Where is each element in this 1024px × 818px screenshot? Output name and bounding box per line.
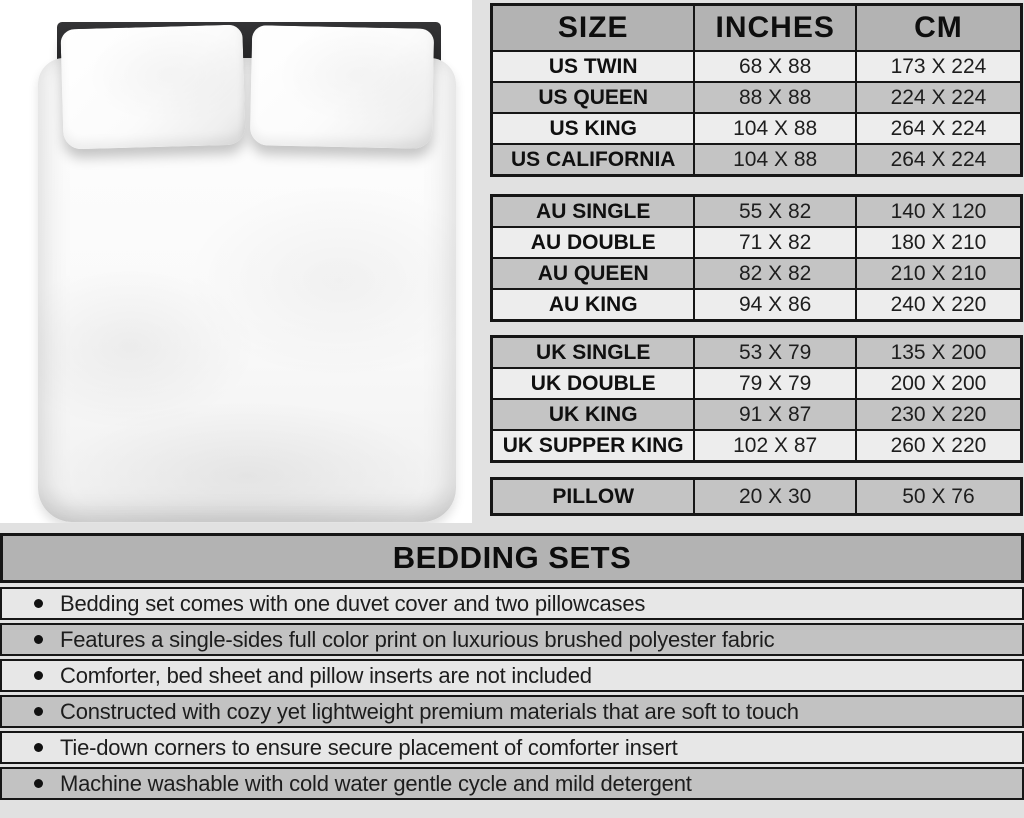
cell-inches: 94 X 86 bbox=[694, 289, 856, 321]
size-table-pillow bbox=[490, 477, 1023, 516]
bedding-sets-title: BEDDING SETS bbox=[0, 533, 1024, 583]
size-table-header-row bbox=[492, 5, 1022, 52]
size-row bbox=[492, 479, 1022, 515]
cell-size: PILLOW bbox=[492, 479, 695, 515]
cell-cm: 50 X 76 bbox=[856, 479, 1022, 515]
bullet-dot-icon bbox=[34, 707, 43, 716]
bullet-dot-icon bbox=[34, 743, 43, 752]
feature-bullet-row bbox=[0, 695, 1024, 728]
feature-bullet-row bbox=[0, 731, 1024, 764]
size-table-us bbox=[490, 3, 1023, 177]
cell-inches: 88 X 88 bbox=[694, 82, 856, 113]
cell-inches: 104 X 88 bbox=[694, 144, 856, 176]
cell-cm: 224 X 224 bbox=[856, 82, 1022, 113]
feature-bullet-row bbox=[0, 587, 1024, 620]
cell-size: UK SUPPER KING bbox=[492, 430, 695, 462]
bedding-sets-bullet-list bbox=[0, 587, 1024, 800]
bullet-dot-icon bbox=[34, 779, 43, 788]
cell-cm: 180 X 210 bbox=[856, 227, 1022, 258]
size-row bbox=[492, 196, 1022, 228]
column-header: CM bbox=[856, 5, 1022, 52]
cell-inches: 20 X 30 bbox=[694, 479, 856, 515]
cell-size: UK DOUBLE bbox=[492, 368, 695, 399]
feature-bullet-text: Features a single-sides full color print on luxurious brushed polyester fabric bbox=[60, 626, 775, 652]
size-row bbox=[492, 289, 1022, 321]
left-pillow bbox=[60, 24, 245, 149]
size-row bbox=[492, 227, 1022, 258]
size-table-uk bbox=[490, 335, 1023, 463]
size-row bbox=[492, 82, 1022, 113]
cell-cm: 210 X 210 bbox=[856, 258, 1022, 289]
size-row bbox=[492, 144, 1022, 176]
cell-size: US KING bbox=[492, 113, 695, 144]
size-row bbox=[492, 51, 1022, 82]
right-pillow bbox=[250, 25, 434, 149]
cell-size: UK SINGLE bbox=[492, 337, 695, 369]
feature-bullet-row bbox=[0, 767, 1024, 800]
feature-bullet-row bbox=[0, 659, 1024, 692]
size-table-au bbox=[490, 194, 1023, 322]
size-chart bbox=[490, 3, 1023, 516]
cell-inches: 102 X 87 bbox=[694, 430, 856, 462]
cell-inches: 91 X 87 bbox=[694, 399, 856, 430]
size-row bbox=[492, 258, 1022, 289]
cell-inches: 79 X 79 bbox=[694, 368, 856, 399]
feature-bullet-text: Machine washable with cold water gentle cycle and mild detergent bbox=[60, 770, 692, 796]
cell-inches: 53 X 79 bbox=[694, 337, 856, 369]
bullet-dot-icon bbox=[34, 671, 43, 680]
cell-inches: 104 X 88 bbox=[694, 113, 856, 144]
cell-size: US QUEEN bbox=[492, 82, 695, 113]
size-row bbox=[492, 368, 1022, 399]
bullet-dot-icon bbox=[34, 599, 43, 608]
cell-inches: 68 X 88 bbox=[694, 51, 856, 82]
feature-bullet-row bbox=[0, 623, 1024, 656]
column-header: INCHES bbox=[694, 5, 856, 52]
size-row bbox=[492, 337, 1022, 369]
size-row bbox=[492, 430, 1022, 462]
cell-size: US CALIFORNIA bbox=[492, 144, 695, 176]
feature-bullet-text: Constructed with cozy yet lightweight premium materials that are soft to touch bbox=[60, 698, 799, 724]
size-row bbox=[492, 399, 1022, 430]
cell-size: AU KING bbox=[492, 289, 695, 321]
cell-cm: 140 X 120 bbox=[856, 196, 1022, 228]
cell-size: AU DOUBLE bbox=[492, 227, 695, 258]
cell-cm: 264 X 224 bbox=[856, 144, 1022, 176]
cell-size: UK KING bbox=[492, 399, 695, 430]
cell-cm: 240 X 220 bbox=[856, 289, 1022, 321]
cell-size: AU SINGLE bbox=[492, 196, 695, 228]
size-row bbox=[492, 113, 1022, 144]
cell-cm: 200 X 200 bbox=[856, 368, 1022, 399]
cell-size: US TWIN bbox=[492, 51, 695, 82]
cell-cm: 260 X 220 bbox=[856, 430, 1022, 462]
column-header: SIZE bbox=[492, 5, 695, 52]
bedding-sets-panel bbox=[0, 533, 1024, 803]
feature-bullet-text: Bedding set comes with one duvet cover and two pillowcases bbox=[60, 590, 646, 616]
cell-cm: 230 X 220 bbox=[856, 399, 1022, 430]
cell-inches: 55 X 82 bbox=[694, 196, 856, 228]
cell-inches: 71 X 82 bbox=[694, 227, 856, 258]
cell-inches: 82 X 82 bbox=[694, 258, 856, 289]
bed-photo bbox=[0, 0, 472, 523]
cell-cm: 264 X 224 bbox=[856, 113, 1022, 144]
cell-cm: 135 X 200 bbox=[856, 337, 1022, 369]
bullet-dot-icon bbox=[34, 635, 43, 644]
feature-bullet-text: Comforter, bed sheet and pillow inserts are not included bbox=[60, 662, 592, 688]
cell-cm: 173 X 224 bbox=[856, 51, 1022, 82]
feature-bullet-text: Tie-down corners to ensure secure placement of comforter insert bbox=[60, 734, 678, 760]
cell-size: AU QUEEN bbox=[492, 258, 695, 289]
